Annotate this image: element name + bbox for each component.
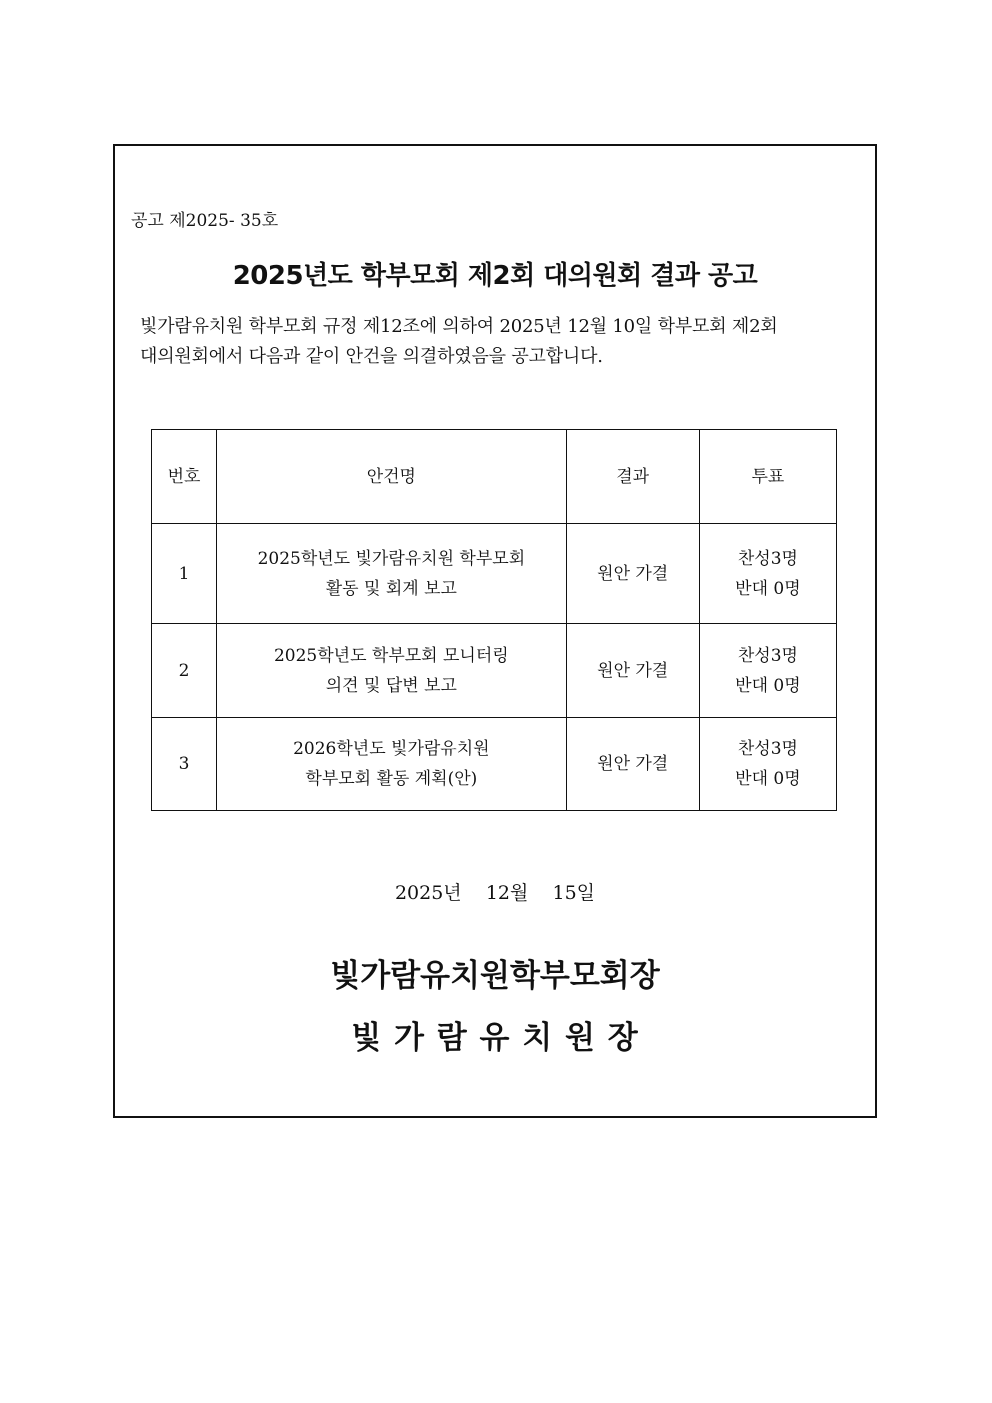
row-vote [699, 718, 836, 811]
header-agenda-item: 안건명 [217, 430, 567, 524]
notice-number: 공고 제2025- 35호 [131, 211, 279, 231]
row-number: 3 [152, 718, 217, 811]
table-header-row [152, 430, 837, 524]
intro-line-2: 대의원회에서 다음과 같이 안건을 의결하였음을 공고합니다. [140, 346, 603, 367]
vote-for: 찬성3명 [737, 645, 798, 666]
signer-parent-association-president: 빛가람유치원학부모회장 [330, 958, 660, 994]
vote-against: 반대 0명 [735, 769, 801, 789]
vote-against: 반대 0명 [735, 578, 801, 599]
notice-date: 2025년 12월 15일 [394, 882, 596, 904]
table-row [152, 718, 837, 811]
row-vote [699, 624, 836, 718]
vote-for: 찬성3명 [737, 548, 798, 569]
agenda-item-line-2: 학부모회 활동 계획(안) [305, 769, 478, 789]
intro-paragraph [140, 312, 852, 372]
agenda-item-line-1: 2026학년도 빛가람유치원 [293, 739, 490, 759]
row-result: 원안 가결 [566, 624, 699, 718]
agenda-item-line-2: 의견 및 답변 보고 [325, 675, 457, 696]
row-result: 원안 가결 [566, 524, 699, 624]
row-number: 2 [152, 624, 217, 718]
vote-for: 찬성3명 [737, 739, 798, 759]
row-agenda-item [217, 624, 567, 718]
page-title: 2025년도 학부모회 제2회 대의원회 결과 공고 [232, 261, 758, 291]
row-vote [699, 524, 836, 624]
row-agenda-item [217, 718, 567, 811]
table-row [152, 524, 837, 624]
table-row [152, 624, 837, 718]
resolution-results-table [151, 429, 837, 811]
row-result: 원안 가결 [566, 718, 699, 811]
agenda-item-line-1: 2025학년도 빛가람유치원 학부모회 [257, 548, 526, 569]
row-agenda-item [217, 524, 567, 624]
vote-against: 반대 0명 [735, 675, 801, 696]
signer-principal: 빛 가 람 유 치 원 장 [351, 1020, 639, 1056]
agenda-item-line-2: 활동 및 회계 보고 [325, 578, 457, 599]
row-number: 1 [152, 524, 217, 624]
agenda-item-line-1: 2025학년도 학부모회 모니터링 [273, 645, 509, 666]
intro-line-1: 빛가람유치원 학부모회 규정 제12조에 의하여 2025년 12월 10일 학부모회 제2회 [140, 316, 778, 337]
header-vote: 투표 [699, 430, 836, 524]
header-number: 번호 [152, 430, 217, 524]
header-result: 결과 [566, 430, 699, 524]
